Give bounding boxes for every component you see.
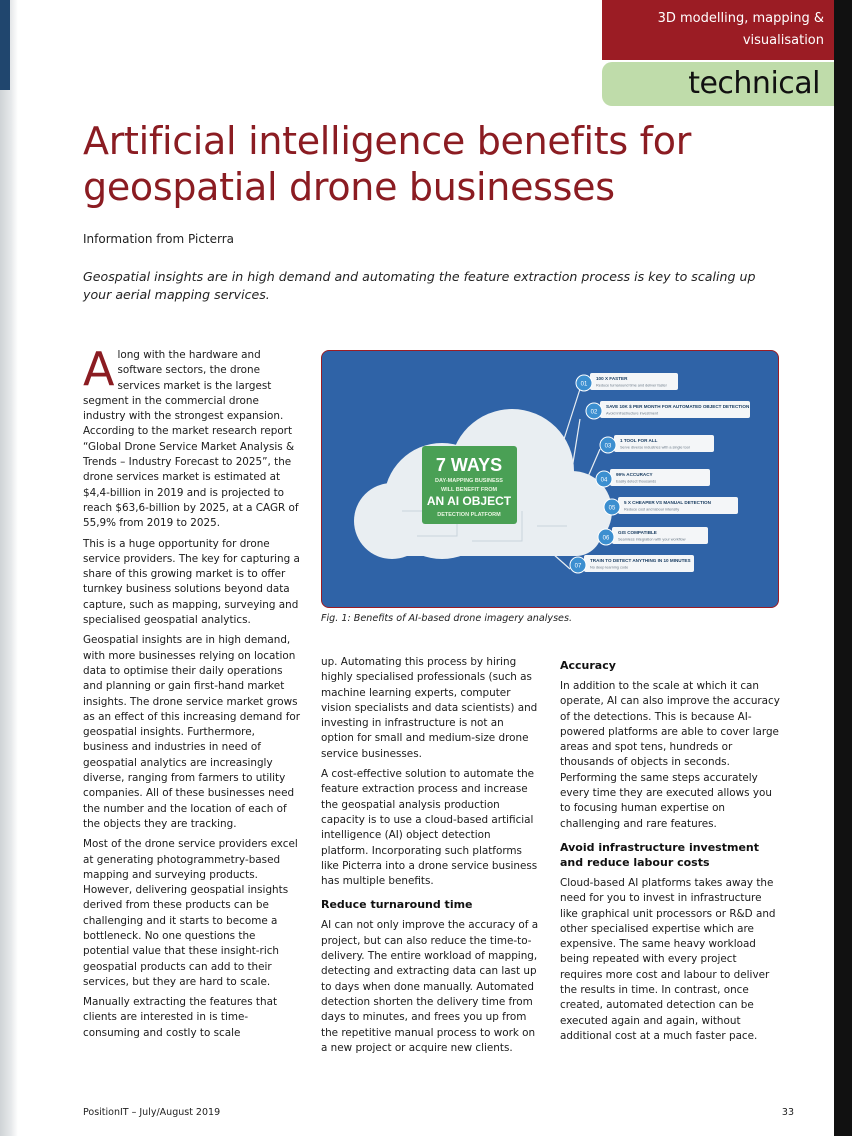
infographic-svg <box>322 351 777 606</box>
benefit-subtitle: Seamless integration with your workflow <box>618 537 686 542</box>
benefit-subtitle: Serve diverse industries with a single tool <box>620 445 690 450</box>
col1-paragraph-1 <box>83 342 301 532</box>
figure-caption: Fig. 1: Benefits of AI-based drone imagery analyses. <box>321 613 573 624</box>
benefit-item-5 <box>604 497 738 515</box>
col2-paragraph-1: up. Automating this process by hiring highly specialised professionals (such as machine learning experts, computer vision specialists and data scientists) and investing in infrastructure is not an option for small and medium-size drone service businesses. <box>321 656 538 760</box>
article-title: Artificial intelligence benefits for geospatial drone businesses <box>83 119 692 209</box>
benefit-number: 05 <box>608 505 616 512</box>
section-header <box>602 0 834 60</box>
benefit-subtitle: Easily detect thousands <box>616 479 657 484</box>
column-1 <box>83 342 301 1046</box>
heading-avoid-infrastructure: Avoid infrastructure investment and reduce labour costs <box>560 840 759 869</box>
benefit-number: 04 <box>600 477 608 484</box>
benefit-item-7 <box>570 555 694 573</box>
seven-ways-badge <box>422 446 517 524</box>
heading-reduce-turnaround: Reduce turnaround time <box>321 898 473 912</box>
benefit-title: 5 X CHEAPER VS MANUAL DETECTION <box>624 500 711 505</box>
benefit-subtitle: No deep learning code <box>590 565 629 570</box>
benefit-number: 01 <box>580 381 588 388</box>
col1-paragraph-4: Most of the drone service providers excel at generating photogrammetry-based mapping and surveying products. However, delivering geospatial insights derived from these products can be challenging and it starts to become a bottleneck. No one questions the potential value that these insight-rich geospatial products can add to their services, but they are hard to scale. <box>83 838 298 988</box>
figure-infographic <box>321 350 779 608</box>
byline: Information from Picterra <box>83 232 235 246</box>
benefit-title: TRAIN TO DETECT ANYTHING IN 10 MINUTES <box>590 558 691 563</box>
col1-paragraph-1-text: long with the hardware and software sectors, the drone services market is the largest segment in the commercial drone industry with the strongest expansion. According to the market research report “Global Drone Service Market Analysis & Trends – Industry Forecast to 2025”, the drone services market is estimated at $4,4-billion in 2019 and is projected to reach $63,6-billion by 2025, at a CAGR of 55,9% from 2019 to 2025. <box>83 349 299 530</box>
drop-cap: A <box>83 342 115 396</box>
section-line-2: visualisation <box>742 33 824 48</box>
section-line-1: 3D modelling, mapping & <box>657 11 824 26</box>
col1-paragraph-3: Geospatial insights are in high demand, with more businesses relying on location data to optimise their daily operations and planning or gain first-hand market insights. The drone service market grows as an effect of this increasing demand for geospatial insights. Furthermore, business and industries in need of geospatial analytics are increasingly diverse, ranging from farmers to utility companies. All of these businesses need the number and the location of each of the objects they are tracking. <box>83 634 300 830</box>
benefit-number: 02 <box>590 409 598 416</box>
benefit-item-4 <box>596 469 710 487</box>
footer-page-number: 33 <box>781 1107 794 1118</box>
col3-paragraph-1: In addition to the scale at which it can operate, AI can also improve the accuracy of the detections. This is because AI-powered platforms are able to cover large areas and spot tens, hundreds or thousands of objects in seconds. Performing the same steps accurately every time they are executed allows you to focusing human expertise on challenging and rare features. <box>560 680 780 830</box>
right-page-edge <box>834 0 852 1136</box>
benefit-subtitle: Reduce turnaround time and deliver faster <box>596 383 667 388</box>
footer-publication: PositionIT – July/August 2019 <box>83 1107 221 1118</box>
col1-paragraph-5: Manually extracting the features that clients are interested in is time-consuming and costly to scale <box>83 996 278 1039</box>
magazine-page <box>18 0 834 1136</box>
badge-line-1: DAY-MAPPING BUSINESS <box>435 478 503 484</box>
badge-title: 7 WAYS <box>435 455 503 475</box>
benefit-title: GIS COMPATIBLE <box>618 530 657 535</box>
benefit-subtitle: Reduce cost and labour intensity <box>624 507 680 512</box>
benefit-item-1 <box>576 373 678 391</box>
col2-paragraph-2: A cost-effective solution to automate the feature extraction process and increase the geospatial analysis production capacity is to use a cloud-based artificial intelligence (AI) object detection platform. Incorporating such platforms like Picterra into a drone service business has multiple benefits. <box>321 768 538 888</box>
benefit-title: 100 X FASTER <box>596 376 628 381</box>
left-page-edge <box>0 0 18 1136</box>
heading-accuracy: Accuracy <box>560 659 616 672</box>
benefit-item-6 <box>598 527 708 545</box>
column-2 <box>321 655 539 1061</box>
technical-tag: technical <box>602 62 834 106</box>
benefit-item-2 <box>586 401 750 419</box>
left-edge-accent <box>0 0 10 90</box>
col1-paragraph-2: This is a huge opportunity for drone service providers. The key for capturing a share of this growing market is to offer turnkey business solutions beyond data capture, such as mapping, surveying and specialised geospatial analytics. <box>83 537 300 627</box>
benefit-subtitle: Avoid infrastructure investment <box>606 411 659 416</box>
column-3 <box>560 658 782 1049</box>
benefit-number: 07 <box>574 563 582 570</box>
benefit-title: 99% ACCURACY <box>616 472 653 477</box>
benefit-number: 03 <box>604 443 612 450</box>
badge-line-4: DETECTION PLATFORM <box>437 512 501 518</box>
col3-paragraph-2: Cloud-based AI platforms takes away the need for you to invest in infrastructure like graphical unit processors or R&D and other specialised expertise which are expensive. The same heavy workload being repeated with every project requires more cost and labour to deliver the results in time. In contrast, once created, automated detection can be executed again and again, without additional cost at a much faster pace. <box>560 876 776 1042</box>
badge-line-3: AN AI OBJECT <box>426 494 512 508</box>
benefit-number: 06 <box>602 535 610 542</box>
badge-line-2: WILL BENEFIT FROM <box>440 487 498 493</box>
standfirst: Geospatial insights are in high demand and automating the feature extraction process is key to scaling up your aerial mapping services. <box>83 269 756 302</box>
benefit-title: SAVE 10K $ PER MONTH FOR AUTOMATED OBJECT DETECTION <box>606 404 750 409</box>
benefit-item-3 <box>600 435 714 453</box>
benefit-title: 1 TOOL FOR ALL <box>620 438 658 443</box>
col2-paragraph-3: AI can not only improve the accuracy of a project, but can also reduce the time-to-delivery. The entire workload of mapping, detecting and extracting data can last up to days when done manually. Automated detection shorten the delivery time from days to minutes, and frees you up from the repetitive manual process to work on a new project or acquire new clients. <box>321 919 539 1054</box>
